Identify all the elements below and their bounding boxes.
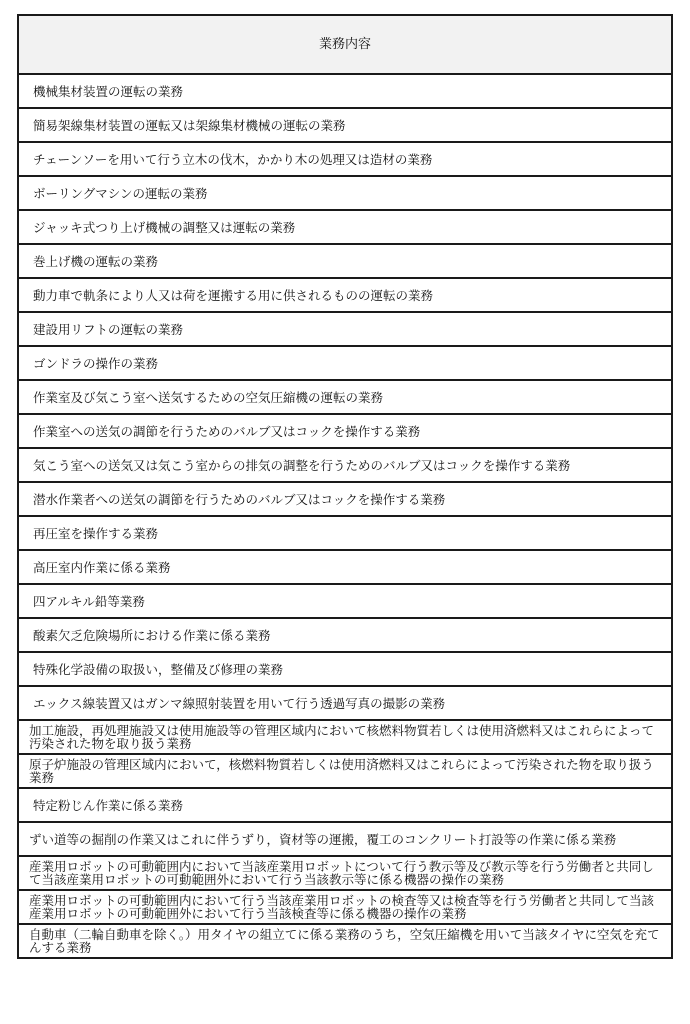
- table-cell: 特定粉じん作業に係る業務: [18, 788, 672, 822]
- table-cell: ずい道等の掘削の作業又はこれに伴うずり，資材等の運搬，覆工のコンクリート打設等の作業に係る業務: [18, 822, 672, 856]
- table-row: [18, 278, 672, 312]
- table-row: [18, 584, 672, 618]
- table-cell: 簡易架線集材装置の運転又は架線集材機械の運転の業務: [18, 108, 672, 142]
- table-row: [18, 788, 672, 822]
- table-cell: 加工施設，再処理施設又は使用施設等の管理区域内において核燃料物質若しくは使用済燃料又はこれらによって汚染された物を取り扱う業務: [18, 720, 672, 754]
- table-cell: 産業用ロボットの可動範囲内において当該産業用ロボットについて行う教示等及び教示等を行う労働者と共同して当該産業用ロボットの可動範囲外において行う当該教示等に係る機器の操作の業務: [18, 856, 672, 890]
- table-row: [18, 210, 672, 244]
- table-cell: 作業室への送気の調節を行うためのバルブ又はコックを操作する業務: [18, 414, 672, 448]
- table-cell: 高圧室内作業に係る業務: [18, 550, 672, 584]
- table-cell: 機械集材装置の運転の業務: [18, 74, 672, 108]
- table-row: [18, 720, 672, 754]
- table-row: [18, 312, 672, 346]
- table-row: [18, 822, 672, 856]
- table-row: [18, 108, 672, 142]
- table-cell: チェーンソーを用いて行う立木の伐木，かかり木の処理又は造材の業務: [18, 142, 672, 176]
- table-cell: 特殊化学設備の取扱い，整備及び修理の業務: [18, 652, 672, 686]
- table-row: [18, 686, 672, 720]
- table-row: [18, 890, 672, 924]
- table-row: [18, 448, 672, 482]
- table-row: [18, 414, 672, 448]
- table-cell: 建設用リフトの運転の業務: [18, 312, 672, 346]
- table-row: [18, 244, 672, 278]
- table-row: [18, 74, 672, 108]
- table-row: [18, 516, 672, 550]
- table-cell: エックス線装置又はガンマ線照射装置を用いて行う透過写真の撮影の業務: [18, 686, 672, 720]
- table-row: [18, 856, 672, 890]
- table-row: [18, 142, 672, 176]
- table-row: [18, 176, 672, 210]
- table-row: [18, 346, 672, 380]
- table-cell: 原子炉施設の管理区域内において，核燃料物質若しくは使用済燃料又はこれらによって汚染された物を取り扱う業務: [18, 754, 672, 788]
- table-cell: 四アルキル鉛等業務: [18, 584, 672, 618]
- table-row: [18, 924, 672, 958]
- table-cell: ゴンドラの操作の業務: [18, 346, 672, 380]
- table-row: [18, 754, 672, 788]
- table-row: [18, 652, 672, 686]
- table-cell: ボーリングマシンの運転の業務: [18, 176, 672, 210]
- table-cell: 動力車で軌条により人又は荷を運搬する用に供されるものの運転の業務: [18, 278, 672, 312]
- table-header-cell: 業務内容: [18, 15, 672, 74]
- table-row: [18, 618, 672, 652]
- table-row: [18, 550, 672, 584]
- table-cell: 巻上げ機の運転の業務: [18, 244, 672, 278]
- table-cell: 再圧室を操作する業務: [18, 516, 672, 550]
- table-cell: 作業室及び気こう室へ送気するための空気圧縮機の運転の業務: [18, 380, 672, 414]
- duty-table: [17, 14, 673, 959]
- table-cell: 酸素欠乏危険場所における作業に係る業務: [18, 618, 672, 652]
- table-cell: ジャッキ式つり上げ機械の調整又は運転の業務: [18, 210, 672, 244]
- table-cell: 産業用ロボットの可動範囲内において行う当該産業用ロボットの検査等又は検査等を行う労働者と共同して当該産業用ロボットの可動範囲外において行う当該検査等に係る機器の操作の業務: [18, 890, 672, 924]
- table-row: [18, 482, 672, 516]
- table-row: [18, 380, 672, 414]
- table-cell: 潜水作業者への送気の調節を行うためのバルブ又はコックを操作する業務: [18, 482, 672, 516]
- table-cell: 気こう室への送気又は気こう室からの排気の調整を行うためのバルブ又はコックを操作する業務: [18, 448, 672, 482]
- table-header-row: [18, 15, 672, 74]
- table-cell: 自動車（二輪自動車を除く。）用タイヤの組立てに係る業務のうち，空気圧縮機を用いて当該タイヤに空気を充てんする業務: [18, 924, 672, 958]
